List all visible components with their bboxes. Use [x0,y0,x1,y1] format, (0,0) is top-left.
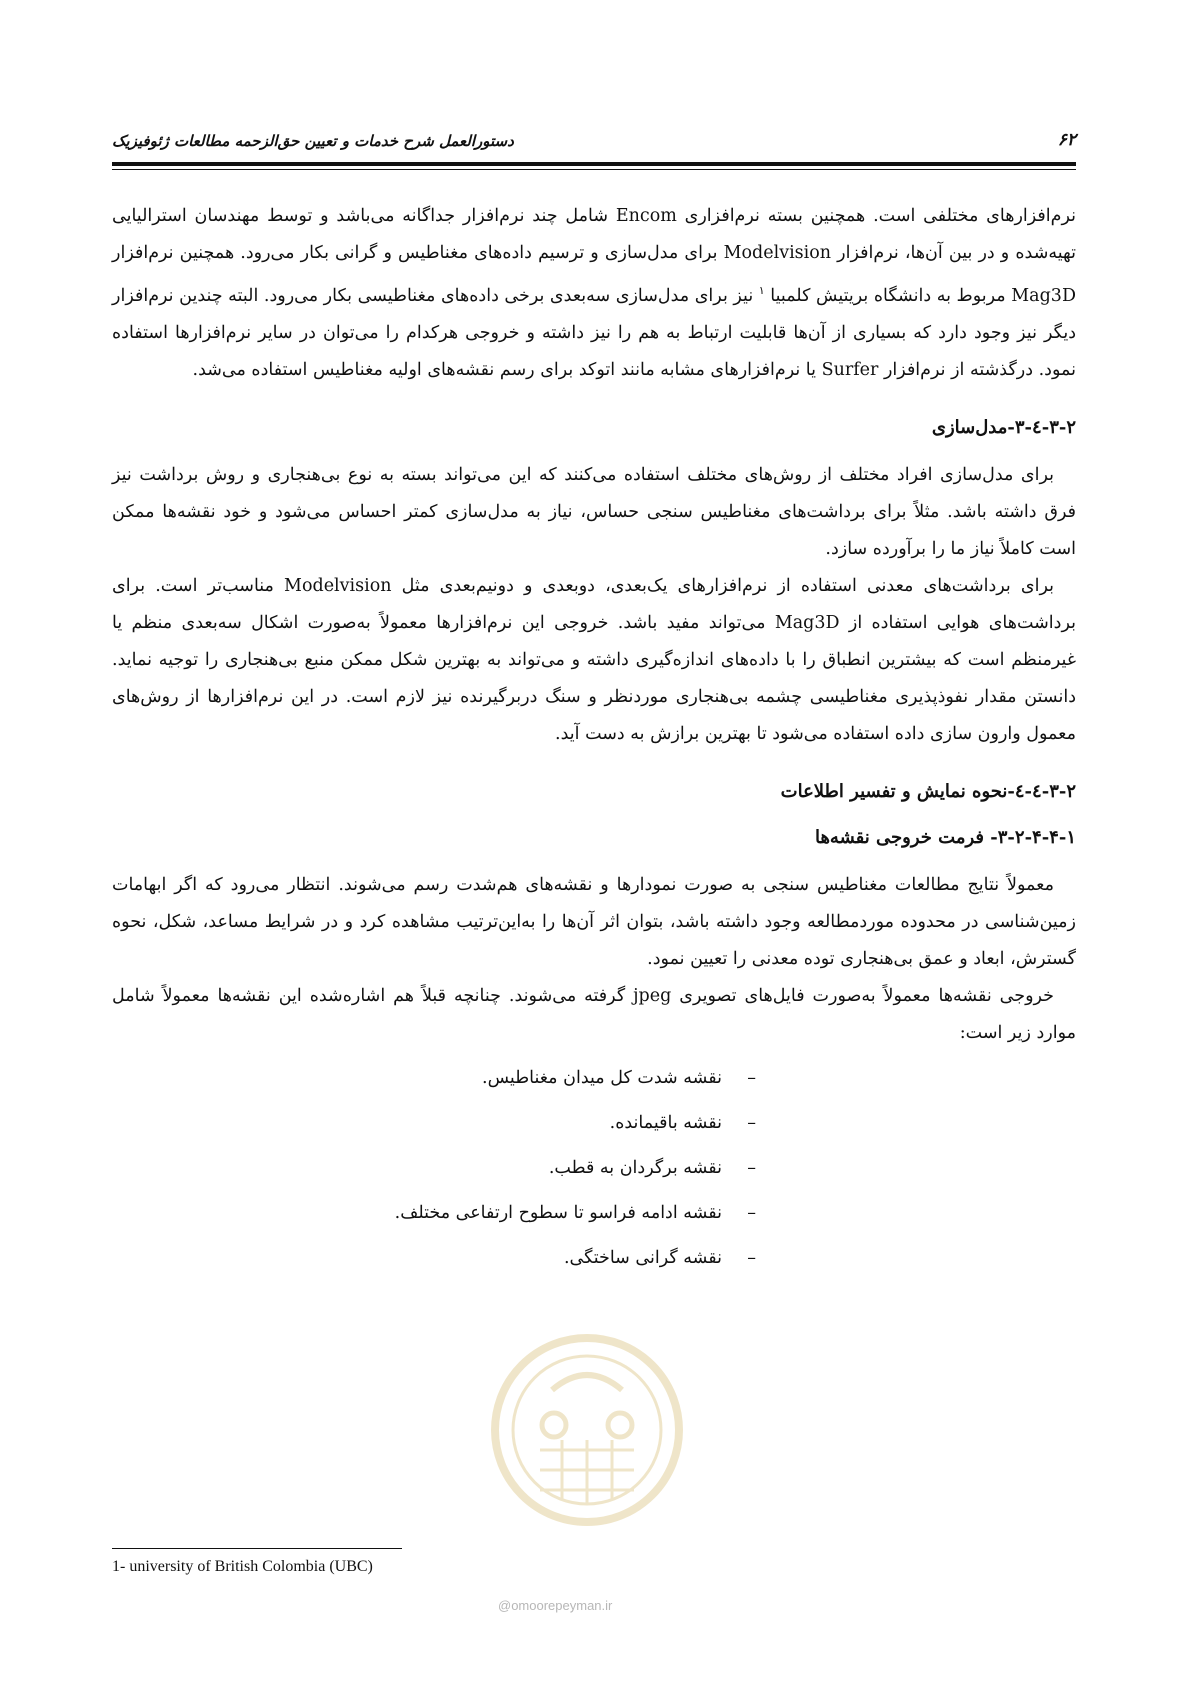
list-item: –نقشه برگردان به قطب. [112,1146,756,1191]
bullet-dash: – [747,1067,756,1088]
header-rule-thick [112,162,1076,166]
paragraph-software-text: نرم‌افزارهای مختلفی است. همچنین بسته نرم‌افزاری Encom شامل چند نرم‌افزار جداگانه می‌باشد و توسط مهندسان استرالیایی تهیه‌شده و در بین آن‌ها، نرم‌افزار Modelvision برای مدل‌سازی و ترسیم داده‌های مغناطیس و گرانی بکار می‌رود. همچنین نرم‌افزار Mag3D مربوط به دانشگاه بریتیش کلمبیا [112,206,1077,306]
footnote: 1- university of British Colombia (UBC) [112,1558,373,1575]
bullet-dash: – [747,1202,756,1223]
list-item: –نقشه باقیمانده. [112,1101,756,1146]
paragraph-output-files: خروجی نقشه‌ها معمولاً به‌صورت فایل‌های تصویری jpeg گرفته می‌شوند. چنانچه قبلاً هم اشاره‌شده این نقشه‌ها معمولاً شامل موارد زیر است: [112,985,1076,1043]
page-number: ۶۲ [1057,130,1076,150]
paragraph-software [112,198,1076,389]
watermark-caption: @omoorepeyman.ir [498,1598,613,1613]
bullet-dash: – [747,1157,756,1178]
paragraph-modeling-software: برای برداشت‌های معدنی استفاده از نرم‌افزارهای یک‌بعدی، دوبعدی و دونیم‌بعدی مثل Modelvision مناسب‌تر است. برای برداشت‌های هوایی استفاده از Mag3D می‌تواند مفید باشد. خروجی این نرم‌افزارها معمولاً به‌صورت اشکال سه‌بعدی منظم یا غیرمنظم است که بیشترین انطباق را با داده‌های اندازه‌گیری داشته و می‌تواند به بهترین شکل ممکن منبع بی‌هنجاری را توجیه نماید. دانستن مقدار نفوذپذیری مغناطیسی چشمه بی‌هنجاری موردنظر و سنگ دربرگیرنده نیز لازم است. در این نرم‌افزارها از روش‌های معمول وارون سازی داده استفاده می‌شود تا بهترین برازش به دست آید. [112,575,1076,744]
list-item: –نقشه گرانی ساختگی. [112,1236,756,1281]
footnote-marker: ۱ [758,284,765,297]
paragraph-output-results: معمولاً نتایج مطالعات مغناطیس سنجی به صورت نمودارها و نقشه‌های هم‌شدت رسم می‌شوند. انتظار می‌رود که اگر ابهامات زمین‌شناسی در محدوده موردمطالعه وجود داشته باشد، بتوان اثر آن‌ها را به‌این‌ترتیب مشاهده کرد و در شرایط مساعد، شکل، نحوه گسترش، ابعاد و عمق بی‌هنجاری توده معدنی را تعیین نمود. [112,874,1076,969]
bullet-dash: – [747,1247,756,1268]
list-item: –نقشه شدت کل میدان مغناطیس. [112,1056,756,1101]
list-item: –نقشه ادامه فراسو تا سطوح ارتفاعی مختلف. [112,1191,756,1236]
bullet-dash: – [747,1112,756,1133]
paragraph-modeling-methods: برای مدل‌سازی افراد مختلف از روش‌های مختلف استفاده می‌کنند که این می‌تواند بسته به نوع بی‌هنجاری و روش برداشت نیز فرق داشته باشد. مثلاً برای برداشت‌های مغناطیس سنجی حساس، نیاز به مدل‌سازی کمتر احساس می‌شود و خود نقشه‌ها ممکن است کاملاً نیاز ما را برآورده سازد. [112,464,1076,559]
paragraph-software-continuation: نیز برای مدل‌سازی سه‌بعدی برخی داده‌های مغناطیسی بکار می‌رود. البته چندین نرم‌افزار دیگر نیز وجود دارد که بسیاری از آن‌ها قابلیت ارتباط به هم را نیز داشته و خروجی هرکدام را می‌توان در سایر نرم‌افزارها استفاده نمود. درگذشته از نرم‌افزار Surfer یا نرم‌افزارهای مشابه مانند اتوکد برای رسم نقشه‌های اولیه مغناطیس استفاده می‌شد. [112,285,1076,380]
document-body [112,198,1076,1281]
section-heading-modeling: ۳-۲-٤-۳-مدل‌سازی [931,416,1076,438]
running-title: دستورالعمل شرح خدمات و تعیین حق‌الزحمه مطالعات ژئوفیزیک [112,132,514,150]
section-heading-display: ۳-۲-٤-٤-نحوه نمایش و تفسیر اطلاعات [780,780,1076,802]
section-heading-output-format: ۳-۲-۴-۴-۱- فرمت خروجی نقشه‌ها [814,826,1076,848]
watermark-seal-icon [482,1320,692,1570]
footnote-rule [112,1548,402,1549]
map-types-list [112,1056,1076,1281]
header-rule-thin [112,169,1076,170]
